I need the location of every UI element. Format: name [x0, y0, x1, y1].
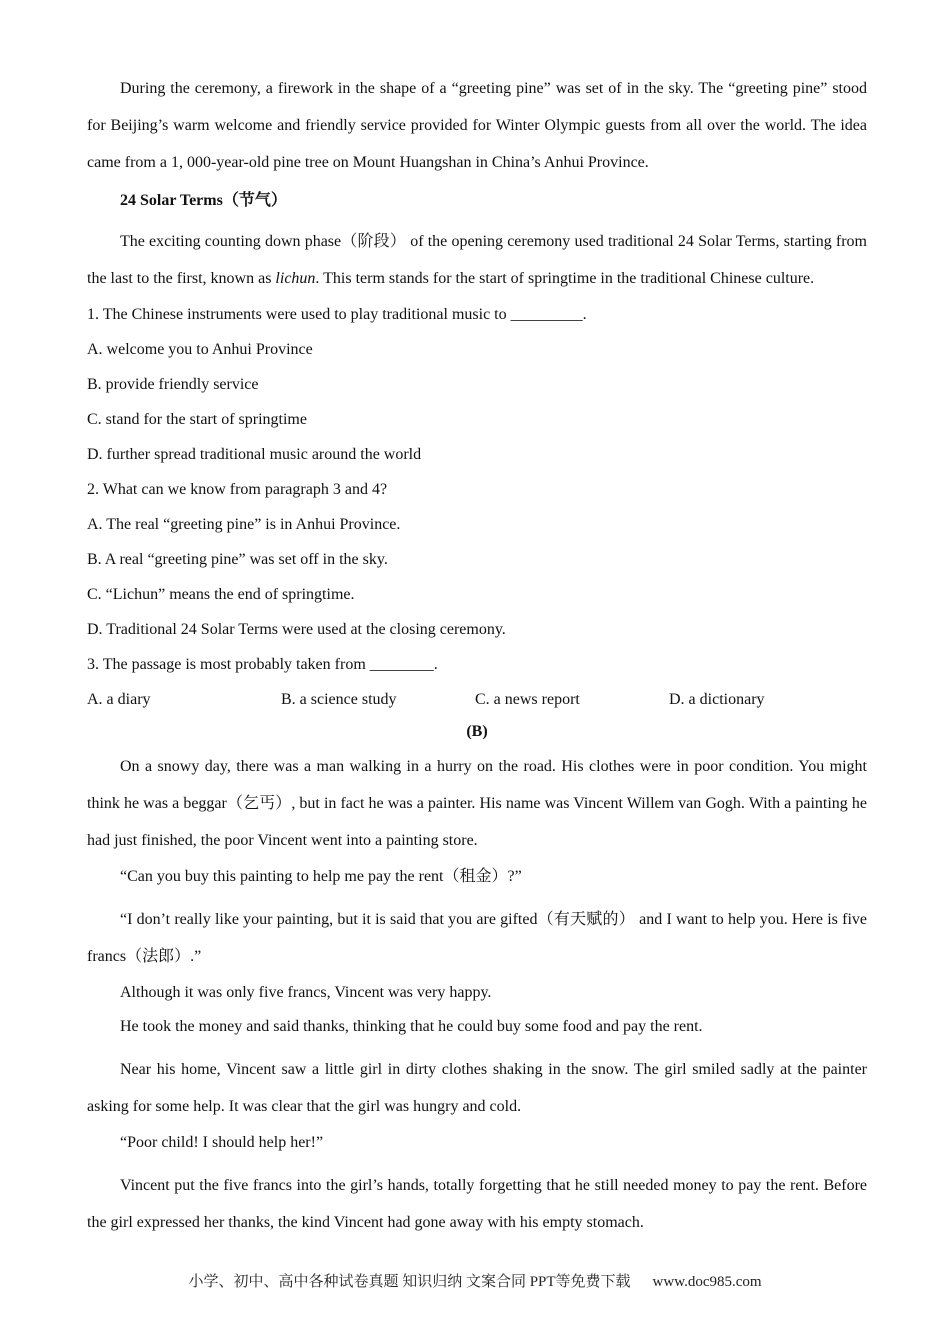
question-stem: 3. The passage is most probably taken from ________. — [87, 656, 438, 673]
page-footer — [0, 1270, 950, 1291]
option: C. a news report — [475, 691, 580, 708]
footer-url[interactable]: www.doc985.com — [652, 1274, 762, 1290]
option: B. a science study — [281, 691, 397, 708]
option: A. welcome you to Anhui Province — [87, 341, 313, 358]
passage-b-paragraph: Near his home, Vincent saw a little girl in dirty clothes shaking in the snow. The girl smiled sadly at the painter asking for some help. It was clear that the girl was hungry and cold. — [87, 1061, 867, 1115]
passage-b-paragraph: Vincent put the five francs into the girl’s hands, totally forgetting that he still needed money to pay the rent. Before the girl expressed her thanks, the kind Vincent had gone away with his empty stomach. — [87, 1177, 867, 1231]
passage-b-paragraph: “I don’t really like your painting, but it is said that you are gifted（有天赋的） and I want to help you. Here is five francs（法郎）.” — [87, 911, 867, 965]
passage-b-paragraph: He took the money and said thanks, thinking that he could buy some food and pay the rent. — [120, 1018, 703, 1035]
option: B. provide friendly service — [87, 376, 259, 393]
question-stem: 2. What can we know from paragraph 3 and 4? — [87, 481, 388, 498]
option: C. “Lichun” means the end of springtime. — [87, 586, 355, 603]
passage-a-paragraph: The exciting counting down phase（阶段） of the opening ceremony used traditional 24 Solar Terms, starting from the last to the first, known as lichun. This term stands for the start of springtime in the traditional Chinese culture. — [87, 233, 867, 287]
option: A. a diary — [87, 691, 151, 708]
question-1 — [87, 305, 867, 465]
passage-b-paragraph: On a snowy day, there was a man walking in a hurry on the road. His clothes were in poor condition. You might think he was a beggar（乞丐）, but in fact he was a painter. His name was Vincent Willem van Gogh. With a painting he had just finished, the poor Vincent went into a painting store. — [87, 758, 867, 849]
section-heading: 24 Solar Terms（节气） — [120, 192, 287, 209]
section-title: (B) — [466, 723, 488, 740]
option: D. further spread traditional music around the world — [87, 446, 422, 463]
document-page — [87, 70, 867, 1249]
question-3 — [87, 655, 867, 710]
question-2 — [87, 480, 867, 640]
question-stem: 1. The Chinese instruments were used to play traditional music to _________. — [87, 306, 587, 323]
option: C. stand for the start of springtime — [87, 411, 307, 428]
passage-a-paragraph: During the ceremony, a firework in the shape of a “greeting pine” was set of in the sky. The “greeting pine” stood for Beijing’s warm welcome and friendly service provided for Winter Olympic guests from all over the world. The idea came from a 1, 000-year-old pine tree on Mount Huangshan in China’s Anhui Province. — [87, 80, 867, 171]
option: A. The real “greeting pine” is in Anhui Province. — [87, 516, 401, 533]
passage-b-paragraph: “Can you buy this painting to help me pay the rent（租金）?” — [120, 868, 522, 885]
footer-text: 小学、初中、高中各种试卷真题 知识归纳 文案合同 PPT等免费下载 — [188, 1274, 631, 1290]
option-row — [87, 690, 867, 710]
option: D. Traditional 24 Solar Terms were used at the closing ceremony. — [87, 621, 506, 638]
passage-b-paragraph: “Poor child! I should help her!” — [120, 1134, 324, 1151]
passage-b-paragraph: Although it was only five francs, Vincent was very happy. — [120, 984, 492, 1001]
option: D. a dictionary — [669, 691, 765, 708]
option: B. A real “greeting pine” was set off in the sky. — [87, 551, 388, 568]
